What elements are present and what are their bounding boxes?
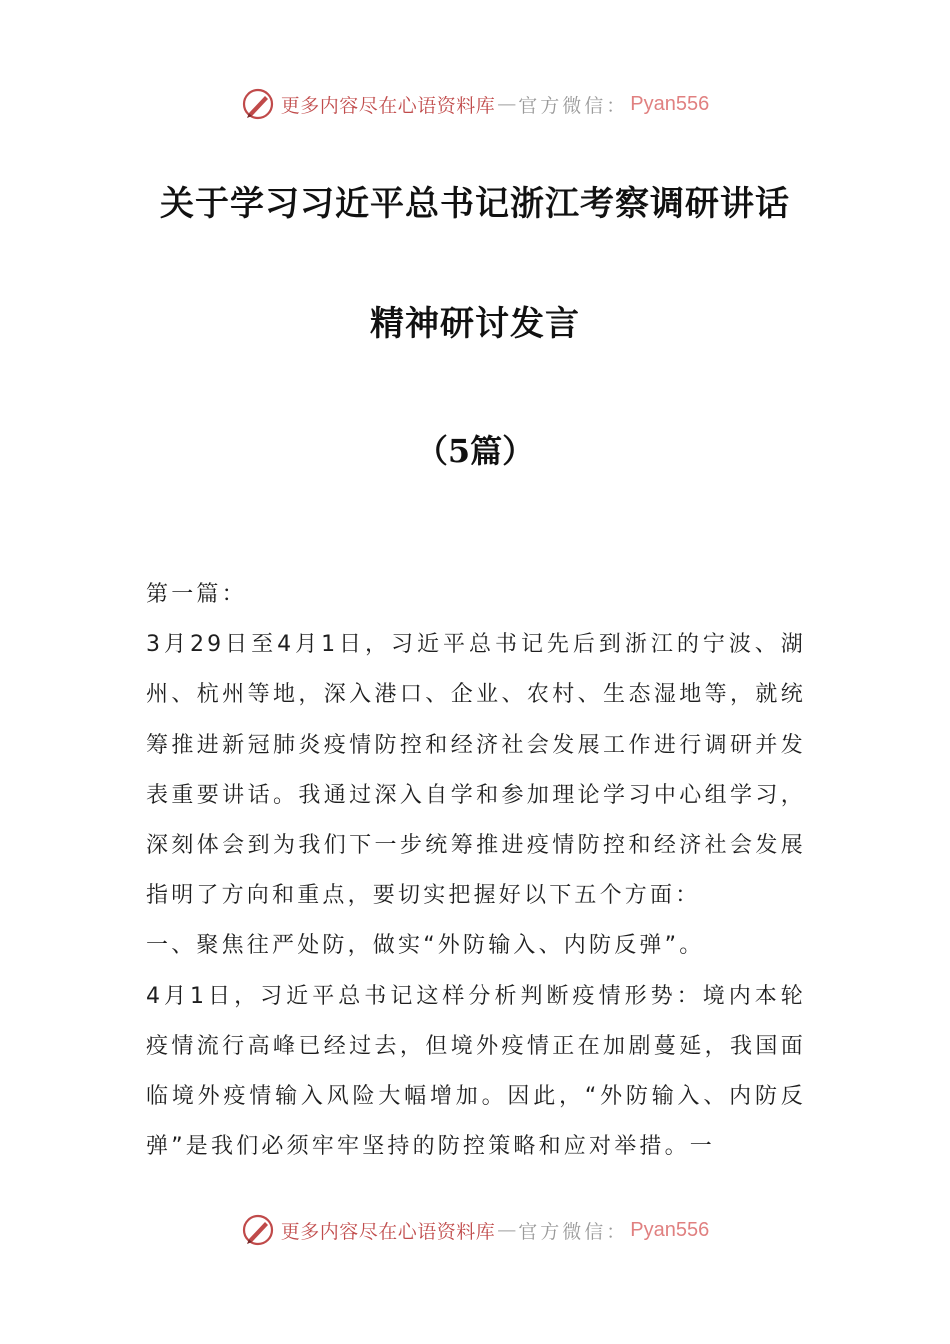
section-label: 第一篇： <box>146 582 247 607</box>
banner-dash: — <box>497 93 517 115</box>
document-title-line2: 精神研讨发言 <box>370 304 580 344</box>
banner-wechat-id: Pyan556 <box>630 1218 710 1241</box>
body-paragraph: 4月1日，习近平总书记这样分析判断疫情形势：境内本轮疫情流行高峰已经过去，但境外疫情正在加剧蔓延，我国面临境外疫情输入风险大幅增加。因此，“外防输入、内防反弹”是我们必须牢牢坚持的防控策略和应对举措。一 <box>146 983 806 1160</box>
banner-slogan: 更多内容尽在心语资料库 <box>280 1220 496 1243</box>
banner-wechat-id: Pyan556 <box>630 92 710 115</box>
section-heading: 一、聚焦往严处防，做实“外防输入、内防反弹”。 <box>146 933 705 959</box>
banner-official-label: 官方微信： <box>518 94 629 117</box>
banner-official-label: 官方微信： <box>518 1220 629 1243</box>
header-banner <box>0 84 950 124</box>
banner-dash: — <box>497 1219 517 1241</box>
banner-slogan: 更多内容尽在心语资料库 <box>280 94 496 117</box>
document-title-line1: 关于学习习近平总书记浙江考察调研讲话 <box>160 184 790 224</box>
document-body <box>146 570 806 1172</box>
body-paragraph: 3月29日至4月1日，习近平总书记先后到浙江的宁波、湖州、杭州等地，深入港口、企业、农村、生态湿地等，就统筹推进新冠肺炎疫情防控和经济社会发展工作进行调研并发表重要讲话。我通过深入自学和参加理论学习中心组学习，深刻体会到为我们下一步统筹推进疫情防控和经济社会发展指明了方向和重点，要切实把握好以下五个方面： <box>146 632 806 909</box>
writing-pen-logo-icon <box>241 87 275 121</box>
footer-banner <box>0 1210 950 1250</box>
writing-pen-logo-icon <box>241 1213 275 1247</box>
document-title-count: （5篇） <box>415 432 535 470</box>
